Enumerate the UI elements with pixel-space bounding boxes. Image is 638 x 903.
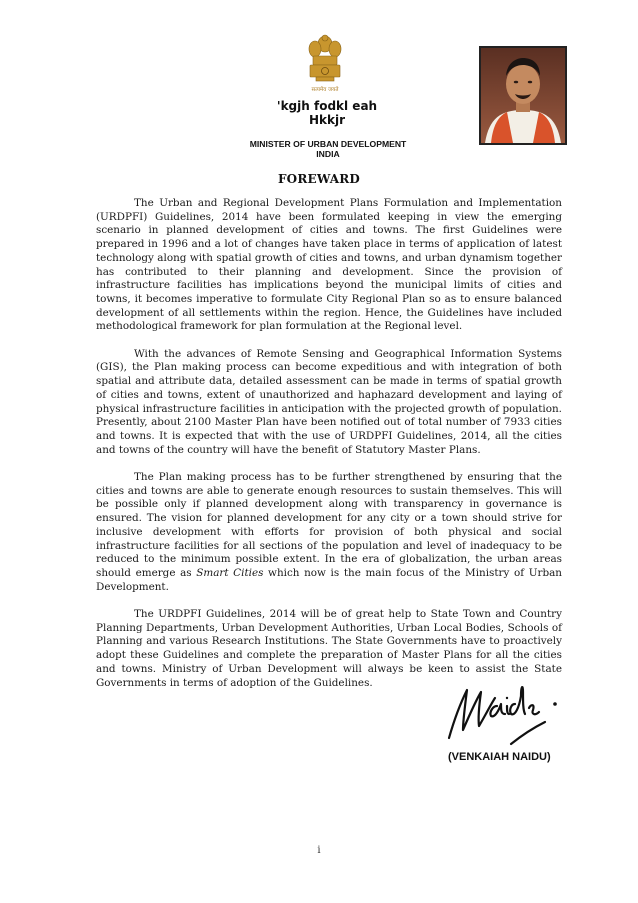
portrait-photo <box>479 46 567 145</box>
hindi-title-line-1: 'kgjh fodkl eah <box>276 99 378 113</box>
ministry-country: INDIA <box>316 149 340 159</box>
signatory-name: (VENKAIAH NAIDU) <box>448 751 551 763</box>
paragraph-3-text: The Plan making process has to be further strengthened by ensuring that the cities and towns are able to generate enough resources to sustain themselves. This will be possible only if planned development along with transparency in governance is ensured. The vision for planned development for any city or a town should strive for inclusive development with efforts for provision of both physical and social infrastructure facilities for all sections of the population and level of inadequacy to be reduced to the minimum possible extent. In the era of globalization, the urban areas should emerge as <box>96 471 562 579</box>
hindi-title-line-2: Hkkjr <box>308 113 346 127</box>
ministry-title: MINISTER OF URBAN DEVELOPMENT <box>249 139 407 149</box>
page-number: i <box>317 845 321 856</box>
paragraph-1 <box>96 197 562 334</box>
paragraph-2-text: With the advances of Remote Sensing and Geographical Information Systems (GIS), the Plan making process can become expeditious and with integration of both spatial and attribute data, detailed assessment can be made in terms of spatial growth of cities and towns, extent of unauthorized and haphazard development and laying of physical infrastructure facilities in anticipation with the projected growth of population. Presently, about 2100 Master Plan have been notified out of total number of 7933 cities and towns. It is expected that with the use of URDPFI Guidelines, 2014, all the cities and towns of the country will have the benefit of Statutory Master Plans. <box>96 347 562 456</box>
foreword-body <box>96 197 562 704</box>
paragraph-4-text: The URDPFI Guidelines, 2014 will be of great help to State Town and Country Planning Departments, Urban Development Authorities, Urban Local Bodies, Schools of Planning and various Research Institutions. The State Governments have to proactively adopt these Guidelines and complete the preparation of Master Plans for all the cities and towns. Ministry of Urban Development will always be keen to assist the State Governments in terms of adoption of the Guidelines. <box>96 608 562 689</box>
paragraph-3 <box>96 471 562 594</box>
paragraph-3-emphasis: Smart Cities <box>196 566 264 579</box>
page-title: FOREWARD <box>277 172 361 186</box>
paragraph-3-text-end: which now is the main focus of the Ministry of Urban Development. <box>96 566 562 593</box>
emblem-motto: सत्यमेव जयते <box>311 87 339 93</box>
paragraph-1-text: The Urban and Regional Development Plans Formulation and Implementation (URDPFI) Guidelines, 2014 have been formulated keeping in view the emerging scenario in planned development of cities and towns. The first Guidelines were prepared in 1996 and a lot of changes have taken place in terms of application of latest technology along with spatial growth of cities and towns, and urban dynamism together has contributed to their planning and development. Since the provision of infrastructure facilities has implications beyond the municipal limits of cities and towns, it becomes imperative to formulate City Regional Plan so as to ensure balanced development of all settlements within the region. Hence, the Guidelines have included methodological framework for plan formulation at the Regional level. <box>96 197 562 333</box>
handwritten-signature <box>441 676 565 748</box>
paragraph-2 <box>96 348 562 458</box>
national-emblem-icon <box>304 32 346 94</box>
